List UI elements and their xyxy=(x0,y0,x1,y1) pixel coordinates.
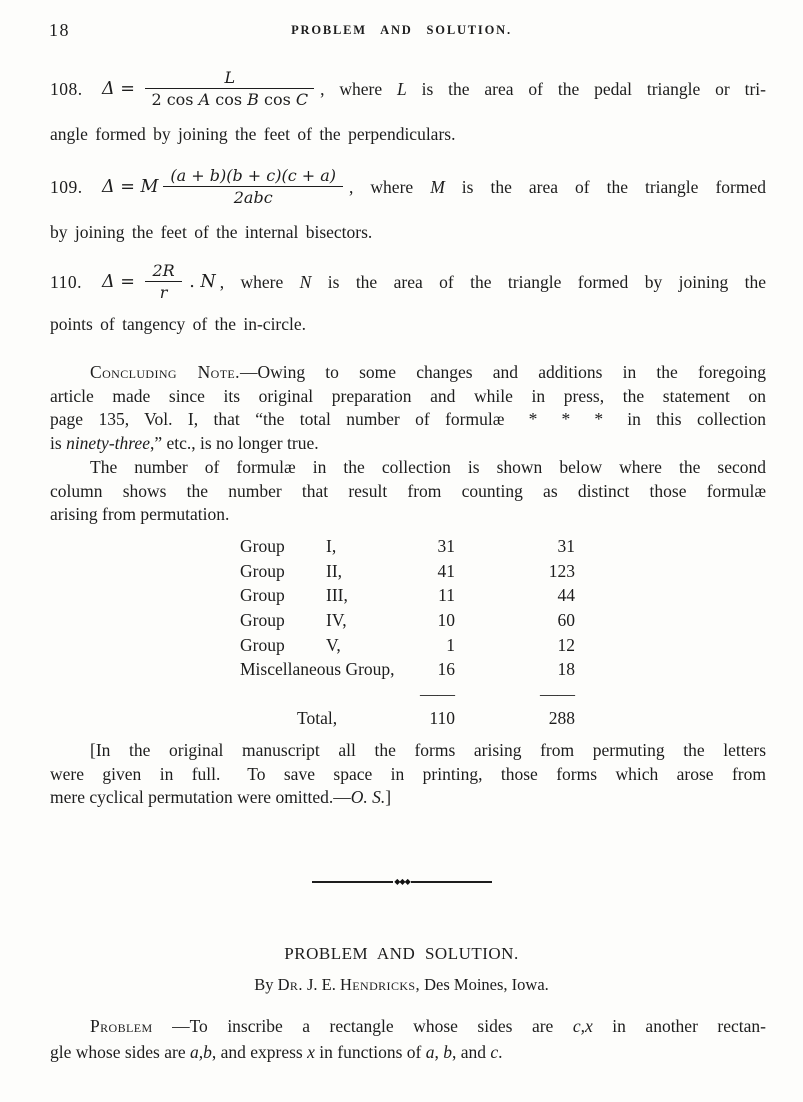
group-numeral: II, xyxy=(326,560,343,581)
divider-ornament: ◆◆◆ xyxy=(394,877,410,886)
formula-110-line2: points of tangency of the in-circle. xyxy=(50,314,307,334)
count-permuted: 44 xyxy=(557,585,575,606)
paragraph-line: [In the original manuscript all the forms arising from permuting the letters xyxy=(90,740,766,760)
item-number: 110. xyxy=(50,271,82,292)
fraction-numerator: (a + b)(b + c)(c + a) xyxy=(170,165,337,185)
concluding-note-label: Concluding Note. xyxy=(90,362,240,382)
group-word: Group xyxy=(240,560,285,581)
paragraph-line xyxy=(50,1039,766,1065)
text-run: mere cyclical permutation were omitted.— xyxy=(50,787,351,808)
author-title: Dr. xyxy=(277,975,303,994)
count-distinct: 1 xyxy=(446,634,455,655)
text-run: —To inscribe a rectangle whose sides are xyxy=(152,1016,573,1036)
var-M: M xyxy=(140,177,159,197)
paragraph-line xyxy=(50,361,766,385)
paragraph-line: column shows the number that result from counting as distinct those formulæ xyxy=(50,480,766,501)
formula-110-text xyxy=(220,272,766,293)
multiplication-dot: . xyxy=(183,272,201,292)
text-run: is xyxy=(50,432,67,453)
group-label xyxy=(240,585,420,606)
count-permuted: 123 xyxy=(548,560,575,581)
section-divider xyxy=(312,878,492,886)
count-distinct: 41 xyxy=(437,560,455,581)
divider-line xyxy=(411,881,492,882)
byline xyxy=(0,975,803,995)
var-M: M xyxy=(430,176,445,197)
group-word: Group xyxy=(240,585,285,606)
formula-108-line2: angle formed by joining the feet of the perpendiculars. xyxy=(50,124,456,144)
var-C: C xyxy=(295,90,309,109)
table-row xyxy=(240,536,575,561)
problem-label: Problem xyxy=(90,1016,153,1036)
text-run: , where xyxy=(349,176,431,197)
text-run: , xyxy=(434,1042,444,1062)
text-run: is the area of the triangle formed by joining the xyxy=(311,271,766,292)
formula-item-110 xyxy=(50,256,766,335)
var-b: b xyxy=(443,1042,452,1062)
var-N: N xyxy=(200,272,216,292)
total-permuted: 288 xyxy=(548,708,575,729)
table-row xyxy=(240,610,575,635)
fraction-denominator: r xyxy=(145,281,181,302)
text-run: is the area of the pedal triangle or tri- xyxy=(406,78,766,99)
group-word: Group xyxy=(240,610,285,631)
fraction-numerator: L xyxy=(224,67,236,87)
item-number: 108. xyxy=(50,78,83,99)
group-word: Group xyxy=(240,536,285,556)
paragraph-line: article made since its original preparation and while in press, the statement on xyxy=(50,385,766,406)
text-run: ] xyxy=(385,787,392,808)
paragraph-line xyxy=(50,786,766,810)
den-text: cos xyxy=(210,90,248,109)
count-distinct: 11 xyxy=(438,585,455,606)
formula-109-text xyxy=(349,177,766,198)
table-total-row xyxy=(240,708,575,734)
delta-symbol: Δ xyxy=(102,79,115,99)
problem-paragraph xyxy=(50,1013,766,1065)
var-x: x xyxy=(307,1042,315,1062)
text-run: ,” etc., is no longer true. xyxy=(149,432,319,453)
delta-symbol: Δ xyxy=(102,177,115,197)
text-run: , where xyxy=(219,271,300,292)
paragraph-line: The number of formulæ in the collection is shown below where the second xyxy=(90,457,766,477)
formula-108-math xyxy=(102,69,316,110)
table-row xyxy=(240,561,575,586)
var-L: L xyxy=(397,78,407,99)
paragraph-line xyxy=(50,1013,766,1039)
equals-sign: = xyxy=(114,177,141,197)
fraction-denominator xyxy=(145,88,314,109)
formula-109-math xyxy=(102,167,345,208)
text-run: , where xyxy=(320,78,397,99)
group-label xyxy=(240,561,420,582)
text-run: , and xyxy=(451,1042,491,1062)
count-permuted: 18 xyxy=(557,659,575,680)
fraction xyxy=(145,69,314,110)
group-numeral: III, xyxy=(326,585,348,606)
section-heading: PROBLEM AND SOLUTION. xyxy=(284,944,519,963)
table-sum-rule-row xyxy=(240,684,575,705)
text-run: is the area of the triangle formed xyxy=(444,176,766,197)
paragraph-line: page 135, Vol. I, that “the total number of formulæ * * * in this collection xyxy=(50,409,766,430)
fraction-numerator: 2R xyxy=(152,260,175,280)
item-number: 109. xyxy=(50,176,83,197)
author-surname: Hendricks, xyxy=(339,975,421,994)
table-row xyxy=(240,635,575,660)
count-distinct: 31 xyxy=(437,536,455,556)
author-location: Des Moines, Iowa. xyxy=(420,975,549,994)
formula-108-text xyxy=(320,79,766,100)
var-N: N xyxy=(299,271,312,292)
formula-109-line2: by joining the feet of the internal bisectors. xyxy=(50,222,373,242)
fraction xyxy=(163,167,343,208)
divider-line xyxy=(312,881,393,882)
author-initials: J. E. xyxy=(302,975,340,994)
text-run: . xyxy=(498,1042,503,1062)
text-run: gle whose sides are xyxy=(50,1042,190,1062)
italic-ninety-three: ninety-three xyxy=(66,432,150,453)
formula-110-line1 xyxy=(50,256,766,308)
paragraph-line xyxy=(50,432,766,456)
sum-dash: —— xyxy=(540,684,575,705)
var-ab: a,b xyxy=(189,1042,212,1062)
var-cx: c,x xyxy=(572,1016,593,1036)
editor-initials: O. S. xyxy=(350,787,386,808)
text-run: —Owing to some changes and additions in the foregoing xyxy=(239,362,766,382)
table-row xyxy=(240,659,575,684)
group-numeral: I, xyxy=(326,536,337,556)
group-label xyxy=(240,635,420,656)
formula-item-108 xyxy=(50,60,766,145)
formula-108-line1 xyxy=(50,60,766,118)
paragraph-line: arising from permutation. xyxy=(50,504,230,525)
text-run: , and express xyxy=(211,1042,308,1062)
den-text: cos xyxy=(258,90,296,109)
group-numeral: V, xyxy=(326,634,341,655)
formula-item-109 xyxy=(50,158,766,243)
var-B: B xyxy=(247,90,259,109)
count-permuted: 12 xyxy=(557,634,575,655)
den-text: 2 cos xyxy=(151,90,199,109)
count-permuted: 31 xyxy=(557,536,575,556)
fraction-denominator: 2abc xyxy=(163,186,343,207)
var-A: A xyxy=(198,90,211,109)
concluding-note-paragraph xyxy=(50,361,766,455)
count-distinct: 16 xyxy=(437,659,455,680)
var-c: c xyxy=(490,1042,499,1062)
group-count-table xyxy=(240,536,575,734)
text-run: in another rectan- xyxy=(592,1016,766,1036)
formulae-count-paragraph xyxy=(50,456,766,527)
sum-dash: —— xyxy=(420,684,455,705)
formula-110-math xyxy=(102,262,216,303)
equals-sign: = xyxy=(114,79,141,99)
total-distinct: 110 xyxy=(429,708,455,729)
group-label: Miscellaneous Group, xyxy=(240,659,395,680)
group-numeral: IV, xyxy=(326,610,347,631)
text-run: in functions of xyxy=(314,1042,426,1062)
paragraph-line: were given in full. To save space in printing, those forms which arose from xyxy=(50,763,766,784)
running-head: PROBLEM AND SOLUTION. xyxy=(291,23,512,37)
formula-109-line1 xyxy=(50,158,766,216)
table-row xyxy=(240,585,575,610)
editorial-note-paragraph xyxy=(50,739,766,810)
equals-sign: = xyxy=(114,272,141,292)
group-label xyxy=(240,610,420,631)
page-number: 18 xyxy=(49,20,70,40)
group-word: Group xyxy=(240,634,285,655)
count-permuted: 60 xyxy=(557,610,575,631)
delta-symbol: Δ xyxy=(102,272,115,292)
var-a: a xyxy=(425,1042,435,1062)
text-run: By xyxy=(254,975,278,994)
group-label xyxy=(240,536,420,557)
total-label: Total, xyxy=(297,708,338,729)
fraction xyxy=(145,262,181,303)
count-distinct: 10 xyxy=(437,610,455,631)
